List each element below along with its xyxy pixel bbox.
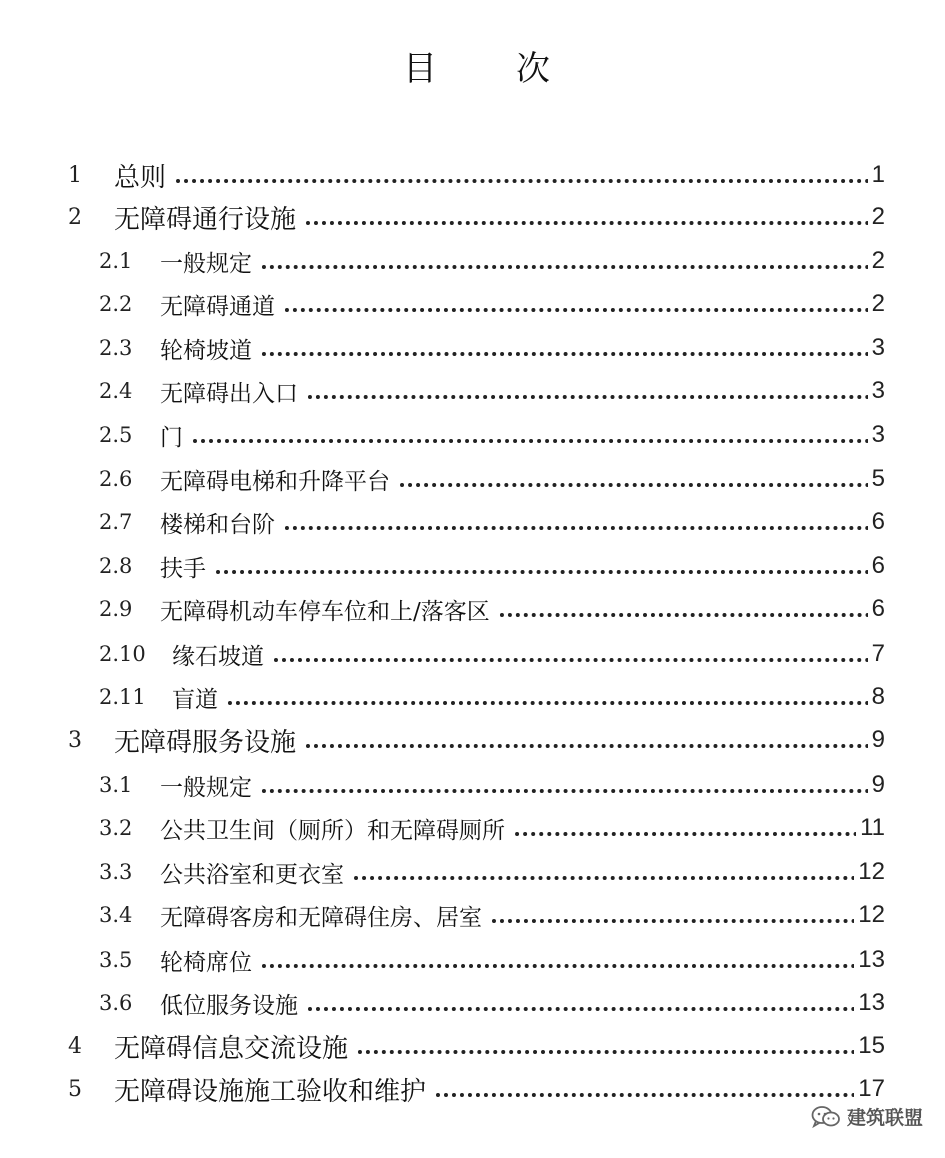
toc-page-number: 8: [868, 683, 885, 711]
toc-label: 无障碍信息交流设施: [114, 1028, 354, 1065]
toc-label: 公共卫生间（厕所）和无障碍厕所: [160, 812, 511, 845]
toc-label: 门: [160, 419, 189, 452]
toc-section-row: [0, 983, 945, 1023]
toc-page-number: 1: [868, 161, 885, 189]
toc-section-row: [0, 677, 945, 717]
toc-section-row: [0, 415, 945, 455]
toc-label: 无障碍电梯和升降平台: [160, 463, 396, 496]
toc-section-row: [0, 241, 945, 281]
toc-chapter-row: [0, 1069, 945, 1109]
toc-dot-leader: [254, 348, 870, 356]
watermark: [811, 1103, 923, 1130]
wechat-icon: [811, 1105, 841, 1129]
toc-label: 扶手: [160, 550, 212, 583]
toc-number: 2.1: [99, 249, 133, 273]
toc-dot-leader: [350, 1046, 856, 1054]
toc-number: 2.8: [99, 554, 133, 578]
toc-page-number: 13: [854, 989, 885, 1017]
toc-page-number: 6: [868, 552, 885, 580]
toc-number: 2.3: [99, 336, 133, 360]
toc-page-number: 15: [854, 1032, 885, 1060]
toc-dot-leader: [168, 175, 870, 183]
toc-number: 3.3: [99, 860, 133, 884]
toc-label: 无障碍出入口: [160, 375, 304, 408]
toc-section-row: [0, 808, 945, 848]
toc-chapter-row: [0, 155, 945, 195]
toc-dot-leader: [254, 261, 870, 269]
toc-page-number: 2: [868, 203, 885, 231]
toc-dot-leader: [392, 479, 870, 487]
toc-section-row: [0, 940, 945, 980]
toc-label: 无障碍通道: [160, 288, 281, 321]
toc-dot-leader: [220, 697, 870, 705]
toc-label: 盲道: [172, 681, 224, 714]
toc-page-number: 5: [868, 465, 885, 493]
toc-number: 2.5: [99, 423, 133, 447]
toc-number: 2.11: [99, 685, 146, 709]
toc-dot-leader: [254, 785, 870, 793]
toc-number: 2.6: [99, 467, 133, 491]
toc-number: 3.2: [99, 816, 133, 840]
toc-number: 3: [68, 727, 82, 753]
toc-label: 缘石坡道: [172, 638, 270, 671]
toc-section-row: [0, 328, 945, 368]
page-title: [0, 44, 945, 94]
toc-section-row: [0, 371, 945, 411]
toc-dot-leader: [185, 435, 870, 443]
toc-dot-leader: [300, 1003, 856, 1011]
toc-page-number: 3: [868, 377, 885, 405]
toc-label: 无障碍客房和无障碍住房、居室: [160, 899, 488, 932]
toc-dot-leader: [254, 960, 856, 968]
toc-label: 无障碍服务设施: [114, 722, 302, 759]
toc-label: 楼梯和台阶: [160, 506, 281, 539]
toc-section-row: [0, 589, 945, 629]
toc-dot-leader: [298, 217, 870, 225]
toc-number: 2.7: [99, 510, 133, 534]
toc-dot-leader: [300, 391, 870, 399]
toc-label: 一般规定: [160, 769, 258, 802]
toc-page-number: 2: [868, 247, 885, 275]
toc-dot-leader: [492, 609, 870, 617]
toc-section-row: [0, 895, 945, 935]
toc-dot-leader: [277, 304, 870, 312]
toc-page-number: 9: [868, 726, 885, 754]
watermark-text: 建筑联盟: [846, 1107, 923, 1129]
toc-page-number: 13: [854, 946, 885, 974]
toc-page-number: 3: [868, 421, 885, 449]
toc-number: 3.4: [99, 903, 133, 927]
toc-chapter-row: [0, 1026, 945, 1066]
toc-dot-leader: [346, 872, 856, 880]
toc-page-number: 2: [868, 290, 885, 318]
toc-dot-leader: [507, 828, 858, 836]
toc-dot-leader: [277, 522, 870, 530]
toc-label: 无障碍机动车停车位和上/落客区: [160, 593, 496, 626]
toc-number: 3.6: [99, 991, 133, 1015]
toc-number: 2: [68, 204, 82, 230]
toc-page-number: 3: [868, 334, 885, 362]
toc-label: 轮椅坡道: [160, 332, 258, 365]
toc-section-row: [0, 765, 945, 805]
toc-page-number: 7: [868, 640, 885, 668]
toc-dot-leader: [428, 1089, 856, 1097]
toc-number: 3.1: [99, 773, 133, 797]
title-char-2: 次: [516, 49, 550, 89]
toc-section-row: [0, 852, 945, 892]
toc-section-row: [0, 502, 945, 542]
toc-dot-leader: [484, 915, 856, 923]
toc-label: 无障碍通行设施: [114, 199, 302, 236]
toc-section-row: [0, 546, 945, 586]
toc-page-number: 17: [854, 1075, 885, 1103]
toc-dot-leader: [298, 740, 870, 748]
toc-section-row: [0, 459, 945, 499]
toc-section-row: [0, 634, 945, 674]
toc-dot-leader: [266, 654, 870, 662]
toc-number: 5: [68, 1076, 82, 1102]
title-char-1: 目: [403, 49, 437, 89]
toc-number: 2.4: [99, 379, 133, 403]
toc-label: 总则: [114, 157, 172, 194]
toc-page-number: 12: [854, 858, 885, 886]
toc-page-number: 9: [868, 771, 885, 799]
toc-page-number: 12: [854, 901, 885, 929]
toc-label: 无障碍设施施工验收和维护: [114, 1071, 432, 1108]
toc-chapter-row: [0, 197, 945, 237]
toc-number: 2.9: [99, 597, 133, 621]
toc-number: 2.2: [99, 292, 133, 316]
toc-page-number: 6: [868, 595, 885, 623]
toc-label: 公共浴室和更衣室: [160, 856, 350, 889]
toc-number: 4: [68, 1033, 82, 1059]
toc-chapter-row: [0, 720, 945, 760]
toc-number: 1: [68, 162, 82, 188]
toc-number: 3.5: [99, 948, 133, 972]
toc-page-number: 11: [856, 814, 885, 842]
toc-section-row: [0, 284, 945, 324]
toc-label: 低位服务设施: [160, 987, 304, 1020]
toc-number: 2.10: [99, 642, 146, 666]
toc-label: 一般规定: [160, 245, 258, 278]
toc-page-number: 6: [868, 508, 885, 536]
toc-label: 轮椅席位: [160, 944, 258, 977]
toc-dot-leader: [208, 566, 870, 574]
